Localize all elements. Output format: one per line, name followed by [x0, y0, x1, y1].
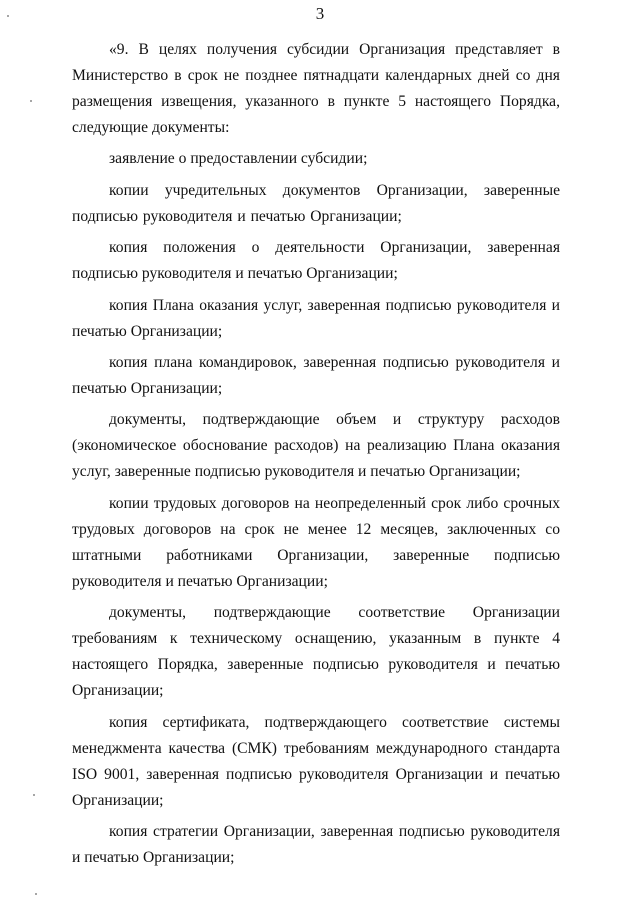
paragraph-employment-contracts: копии трудовых договоров на неопределенный срок либо срочных трудовых договоров на срок не менее 12 месяцев, заключенных со штатными работниками Организации, заверенные подписью руководителя и печатью Организации;	[72, 494, 560, 590]
paragraph-services-plan: копия Плана оказания услуг, заверенная подписью руководителя и печатью Организации;	[72, 296, 560, 340]
paragraph-expense-documents: документы, подтверждающие объем и структуру расходов (экономическое обоснование расходов) на реализацию Плана оказания услуг, заверенные подписью руководителя и печатью Организации;	[72, 411, 560, 481]
paragraph-strategy-copy: копия стратегии Организации, заверенная подписью руководителя и печатью Организации;	[72, 822, 560, 866]
scan-artifact	[7, 15, 9, 17]
paragraph-subsidy-application: заявление о предоставлении субсидии;	[109, 150, 368, 168]
paragraph-clause-9-intro: «9. В целях получения субсидии Организация представляет в Министерство в срок не позднее пятнадцати календарных дней со дня размещения извещения, указанного в пункте 5 настоящего Порядка, следующие документы:	[72, 41, 560, 136]
paragraph-technical-equipment: документы, подтверждающие соответствие Организации требованиям к техническому оснащению, указанным в пункте 4 настоящего Порядка, заверенные подписью руководителя и печатью Организации;	[72, 604, 560, 700]
paragraph-qms-certificate: копия сертификата, подтверждающего соответствие системы менеджмента качества (СМК) требованиям международного стандарта ISO 9001, заверенная подписью руководителя Организации и печатью Организации;	[72, 713, 560, 809]
page-number: 3	[315, 4, 325, 23]
paragraph-founding-documents: копии учредительных документов Организации, заверенные подписью руководителя и печатью Организации;	[72, 181, 560, 225]
scan-artifact	[33, 794, 35, 796]
paragraph-business-trips-plan: копия плана командировок, заверенная подписью руководителя и печатью Организации;	[72, 353, 560, 397]
scan-artifact	[35, 893, 37, 895]
paragraph-activity-regulation: копия положения о деятельности Организации, заверенная подписью руководителя и печатью Организации;	[72, 239, 560, 283]
document-body	[72, 37, 560, 876]
scan-artifact	[30, 100, 32, 102]
